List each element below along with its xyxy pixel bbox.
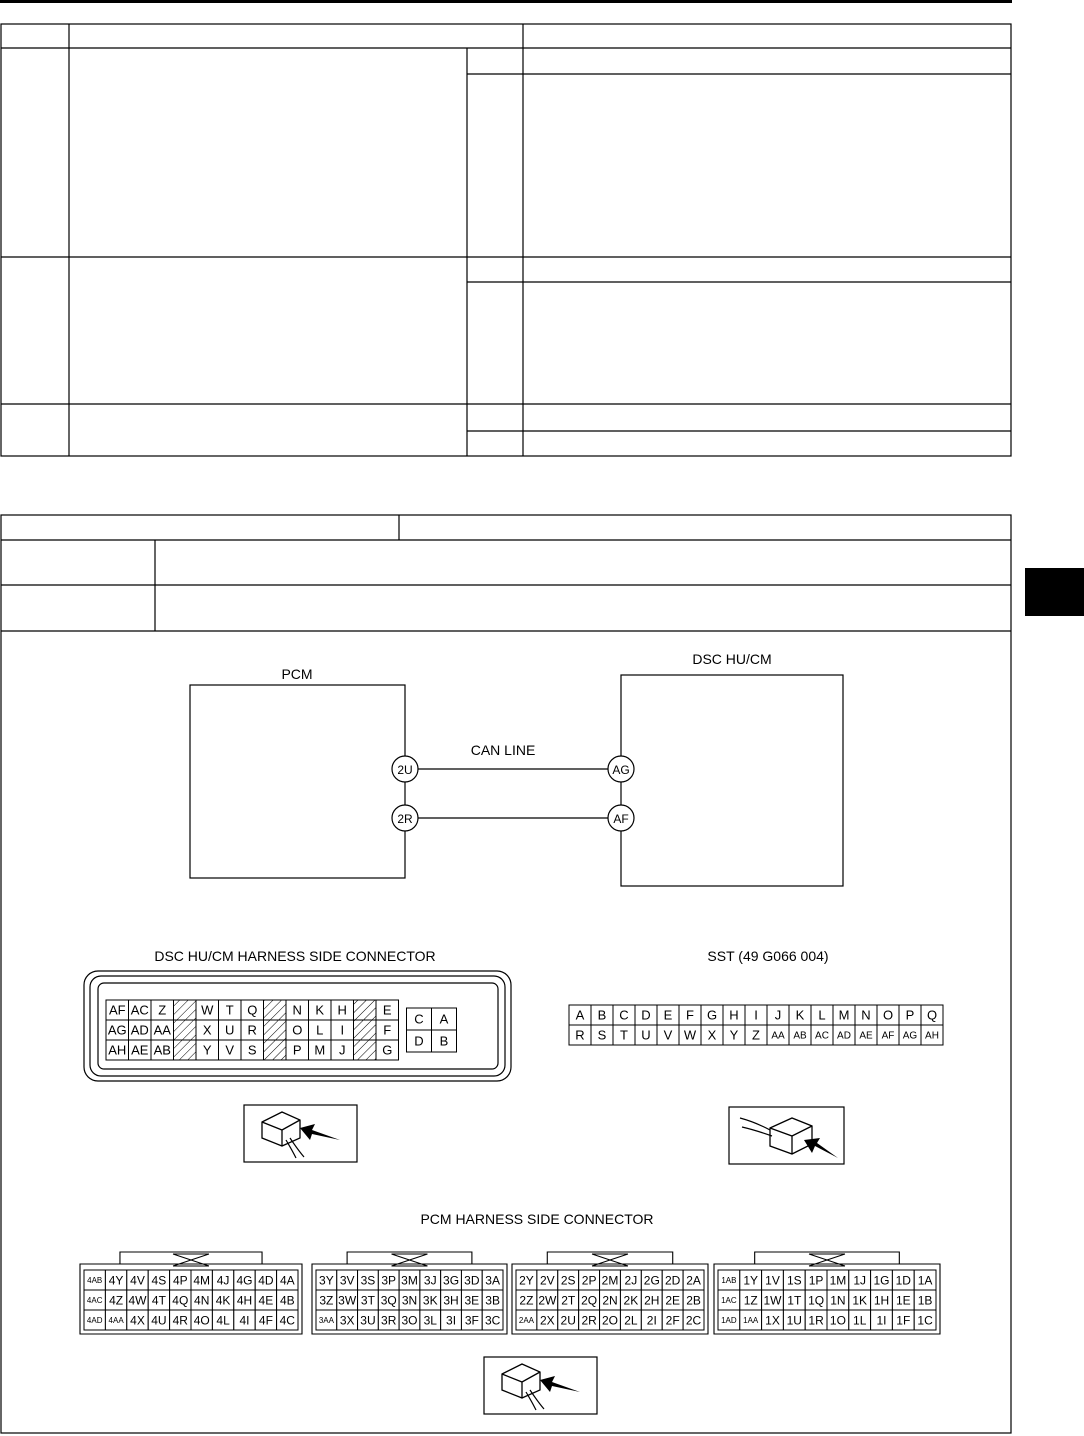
pcm-pin-label: 3R xyxy=(381,1313,397,1328)
dsc-side-pin-label: B xyxy=(439,1033,449,1049)
pcm-pin-label: 1M xyxy=(829,1273,847,1288)
dsc-side-pin-label: A xyxy=(439,1011,449,1027)
pcm-pin-label: 1U xyxy=(786,1313,802,1328)
pcm-pin-label: 1V xyxy=(765,1273,780,1288)
pcm-pin-label: 2Q xyxy=(581,1293,598,1308)
pcm-pin-label: 1I xyxy=(876,1313,887,1328)
sst-pin-label: AA xyxy=(771,1030,785,1042)
pcm-pin-label: 4P xyxy=(172,1273,188,1288)
pcm-pin-label: 3A xyxy=(485,1273,500,1288)
blank-pin-cell xyxy=(174,1000,197,1020)
pcm-pin-label: 3D xyxy=(464,1273,480,1288)
sst-view-icon xyxy=(729,1107,844,1164)
pcm-pin-label: 2D xyxy=(664,1273,681,1288)
pcm-pin-label: 4A xyxy=(279,1273,295,1288)
dsc-pin-label: S xyxy=(247,1042,257,1058)
pcm-pin-label: 3X xyxy=(339,1313,355,1328)
pcm-pin-label: 3C xyxy=(484,1313,501,1328)
pcm-pin-label: 3Z xyxy=(319,1293,334,1308)
pcm-pin-label: 4Y xyxy=(108,1273,124,1288)
pcm-pin-label: 2Y xyxy=(519,1273,534,1288)
dsc-pin-label: W xyxy=(201,1002,214,1018)
harness-view-icon-bottom xyxy=(484,1357,597,1414)
sst-pin-label: AB xyxy=(793,1030,807,1042)
dsc-title: DSC HU/CM xyxy=(692,651,772,667)
dsc-terminal-ag: AG xyxy=(612,763,630,777)
pcm-pin-label: 4G xyxy=(236,1273,253,1288)
pcm-pin-label: 3M xyxy=(401,1273,418,1288)
pcm-pin-label: 4H xyxy=(236,1293,253,1308)
pcm-pin-label: 3N xyxy=(401,1293,418,1308)
sst-pin-label: D xyxy=(641,1007,651,1023)
pcm-pin-label: 2S xyxy=(560,1273,576,1288)
pcm-pin-label: 4V xyxy=(130,1273,145,1288)
pcm-pin-label: 2J xyxy=(624,1273,638,1288)
pcm-pin-label: 3J xyxy=(423,1273,437,1288)
sst-pin-label: AG xyxy=(902,1030,918,1042)
pcm-terminal-2u: 2U xyxy=(397,763,413,777)
pcm-pin-label: 3L xyxy=(423,1313,437,1328)
pcm-pin-label: 2H xyxy=(644,1293,660,1308)
pcm-pin-label: 4D xyxy=(258,1273,274,1288)
can-line-label: CAN LINE xyxy=(470,742,536,758)
pcm-pin-label: 4W xyxy=(128,1293,147,1308)
pcm-pin-label: 4K xyxy=(215,1293,231,1308)
sst-pin-label: N xyxy=(861,1007,871,1023)
sst-pin-label: P xyxy=(905,1007,915,1023)
dsc-pin-label: AC xyxy=(130,1002,149,1018)
dsc-pin-label: AA xyxy=(153,1022,171,1038)
pcm-pin-label: 4F xyxy=(258,1313,273,1328)
pcm-pin-label: 1E xyxy=(895,1293,911,1308)
blank-pin-cell xyxy=(264,1000,287,1020)
pcm-pin-label: 1AA xyxy=(743,1315,759,1325)
wiring-diagram xyxy=(190,651,843,886)
pcm-connector-title: PCM HARNESS SIDE CONNECTOR xyxy=(420,1211,654,1227)
blank-pin-cell xyxy=(174,1020,197,1040)
sst-pin-label: AH xyxy=(925,1030,939,1042)
pcm-terminal-2r: 2R xyxy=(397,812,413,826)
pcm-pin-label: 2I xyxy=(646,1313,657,1328)
pcm-pin-label: 2K xyxy=(623,1293,639,1308)
blank-pin-cell xyxy=(264,1040,287,1060)
dsc-pin-label: F xyxy=(383,1022,392,1038)
pcm-pin-label: 4O xyxy=(193,1313,210,1328)
pcm-pin-label: 3B xyxy=(485,1293,500,1308)
pcm-pin-label: 2T xyxy=(561,1293,576,1308)
blank-pin-cell xyxy=(264,1020,287,1040)
pcm-pin-label: 1P xyxy=(808,1273,824,1288)
pcm-pin-label: 1N xyxy=(830,1293,846,1308)
dsc-pin-label: Q xyxy=(247,1002,258,1018)
pcm-pin-label: 2V xyxy=(539,1273,555,1288)
sst-pin-label: J xyxy=(774,1007,782,1023)
pcm-pin-label: 2U xyxy=(560,1313,576,1328)
pcm-pin-label: 2R xyxy=(581,1313,597,1328)
pcm-pin-label: 2N xyxy=(602,1293,618,1308)
pcm-pin-label: 3H xyxy=(443,1293,459,1308)
sst-pin-label: Y xyxy=(729,1027,739,1043)
pcm-pin-label: 2X xyxy=(539,1313,555,1328)
pcm-pin-label: 1W xyxy=(763,1293,782,1308)
sst-pin-label: O xyxy=(882,1007,894,1023)
pcm-pin-label: 1C xyxy=(917,1313,933,1328)
pcm-pin-label: 4AC xyxy=(86,1295,103,1305)
pcm-pin-label: 1J xyxy=(853,1273,867,1288)
dsc-pin-label: K xyxy=(315,1002,325,1018)
pcm-pin-label: 3F xyxy=(464,1313,479,1328)
pcm-pin-label: 2B xyxy=(686,1293,701,1308)
sst-pin-label: C xyxy=(619,1007,629,1023)
sst-pin-label: G xyxy=(706,1007,718,1023)
pcm-pin-label: 4AB xyxy=(87,1275,103,1285)
dsc-pin-label: I xyxy=(340,1022,345,1038)
dsc-pin-label: AD xyxy=(130,1022,149,1038)
pcm-pin-label: 1AD xyxy=(721,1315,737,1325)
pcm-pin-label: 3E xyxy=(464,1293,480,1308)
sst-pin-label: U xyxy=(641,1027,651,1043)
sst-title: SST (49 G066 004) xyxy=(707,948,829,964)
pcm-pin-label: 2P xyxy=(581,1273,597,1288)
pcm-pin-label: 3V xyxy=(339,1273,355,1288)
pcm-pin-label: 2M xyxy=(601,1273,619,1288)
pcm-pin-label: 4R xyxy=(172,1313,188,1328)
sst-pin-label: Z xyxy=(752,1027,760,1043)
sst-pin-label: F xyxy=(686,1007,694,1023)
pcm-pin-label: 1S xyxy=(786,1273,802,1288)
sst-pin-label: Q xyxy=(926,1007,938,1023)
pcm-pin-label: 3P xyxy=(381,1273,397,1288)
dsc-pin-label: P xyxy=(292,1042,302,1058)
blank-pin-cell xyxy=(354,1040,377,1060)
pcm-pin-label: 1Y xyxy=(743,1273,759,1288)
pcm-pin-label: 4U xyxy=(151,1313,167,1328)
pcm-pin-label: 4L xyxy=(216,1313,230,1328)
pcm-pin-label: 4E xyxy=(258,1293,274,1308)
pcm-pin-label: 1H xyxy=(873,1293,890,1308)
sst-pin-label: H xyxy=(729,1007,739,1023)
pcm-pin-label: 1AB xyxy=(721,1275,737,1285)
dsc-pin-label: L xyxy=(316,1022,324,1038)
pcm-pin-label: 3T xyxy=(360,1293,375,1308)
dsc-pin-label: Y xyxy=(202,1042,212,1058)
pcm-title: PCM xyxy=(281,666,313,682)
dsc-box xyxy=(621,675,843,886)
pcm-pin-label: 1T xyxy=(787,1293,802,1308)
pcm-pin-label: 4T xyxy=(151,1293,166,1308)
dsc-pin-label: J xyxy=(339,1042,346,1058)
pcm-pin-label: 3S xyxy=(360,1273,376,1288)
pcm-pin-label: 3Y xyxy=(319,1273,334,1288)
harness-view-icon-left xyxy=(244,1105,357,1162)
dsc-connector-pins xyxy=(106,1000,457,1060)
pcm-pin-label: 2F xyxy=(665,1313,680,1328)
pcm-pin-label: 4Q xyxy=(172,1293,189,1308)
pcm-pin-label: 4Z xyxy=(109,1293,124,1308)
pcm-pin-label: 4C xyxy=(279,1313,295,1328)
dsc-pin-label: O xyxy=(292,1022,303,1038)
pcm-connector-pins xyxy=(80,1252,940,1334)
dsc-pin-label: N xyxy=(292,1002,302,1018)
pcm-pin-label: 3U xyxy=(360,1313,376,1328)
pcm-pin-label: 4AA xyxy=(108,1315,124,1325)
pcm-pin-label: 2C xyxy=(685,1313,702,1328)
pcm-pin-label: 1AC xyxy=(721,1295,737,1305)
sst-pin-label: AE xyxy=(859,1030,873,1042)
sst-pin-label: X xyxy=(707,1027,717,1043)
pcm-pin-label: 2E xyxy=(665,1293,681,1308)
pcm-pin-label: 1K xyxy=(852,1293,868,1308)
sst-pin-label: M xyxy=(838,1007,850,1023)
sst-pin-label: L xyxy=(818,1007,826,1023)
pcm-pin-label: 3W xyxy=(338,1293,357,1308)
pcm-pin-label: 4I xyxy=(239,1313,250,1328)
dsc-pin-label: M xyxy=(314,1042,326,1058)
pcm-pin-label: 2Z xyxy=(519,1293,534,1308)
sst-pin-label: T xyxy=(620,1027,628,1043)
pcm-box xyxy=(190,685,405,878)
pcm-pin-label: 1Q xyxy=(808,1293,825,1308)
sst-pin-label: E xyxy=(663,1007,673,1023)
pcm-pin-label: 1X xyxy=(765,1313,780,1328)
pcm-pin-label: 1R xyxy=(808,1313,824,1328)
dsc-terminal-af: AF xyxy=(613,812,629,826)
pcm-pin-label: 2O xyxy=(601,1313,619,1328)
sst-pin-label: I xyxy=(754,1007,758,1023)
pcm-pin-label: 1Z xyxy=(743,1293,758,1308)
pcm-pin-label: 1B xyxy=(917,1293,933,1308)
dsc-pin-label: AG xyxy=(107,1022,127,1038)
sst-pin-label: A xyxy=(575,1007,585,1023)
sst-pin-label: AD xyxy=(837,1030,851,1042)
pcm-pin-label: 1G xyxy=(873,1273,890,1288)
sst-pin-label: AC xyxy=(815,1030,829,1042)
dsc-pin-label: V xyxy=(225,1042,235,1058)
blank-pin-cell xyxy=(354,1020,377,1040)
pcm-pin-label: 1L xyxy=(853,1313,867,1328)
dsc-side-pin-label: C xyxy=(414,1011,424,1027)
pcm-pin-label: 2A xyxy=(686,1273,701,1288)
blank-pin-cell xyxy=(354,1000,377,1020)
blank-pin-cell xyxy=(174,1040,197,1060)
pcm-pin-label: 4N xyxy=(194,1293,210,1308)
pcm-pin-label: 2AA xyxy=(518,1315,535,1325)
pcm-pin-label: 1D xyxy=(895,1273,911,1288)
pcm-pin-label: 3K xyxy=(422,1293,438,1308)
pcm-pin-label: 3G xyxy=(443,1273,460,1288)
dsc-pin-label: AE xyxy=(131,1042,149,1058)
pcm-pin-label: 1F xyxy=(896,1313,911,1328)
dsc-pin-label: E xyxy=(382,1002,392,1018)
pcm-pin-label: 2L xyxy=(624,1313,638,1328)
pcm-pin-label: 3Q xyxy=(380,1293,397,1308)
sst-pin-label: S xyxy=(597,1027,607,1043)
dsc-pin-label: AB xyxy=(153,1042,171,1058)
sst-pin-label: W xyxy=(683,1027,697,1043)
sst-pins xyxy=(569,1005,943,1045)
dsc-connector-title: DSC HU/CM HARNESS SIDE CONNECTOR xyxy=(154,948,436,964)
pcm-pin-label: 4B xyxy=(279,1293,295,1308)
sst-pin-label: AF xyxy=(881,1030,895,1042)
pcm-pin-label: 2W xyxy=(538,1293,557,1308)
pcm-pin-label: 4S xyxy=(151,1273,167,1288)
pcm-pin-label: 4J xyxy=(216,1273,230,1288)
pcm-pin-label: 4AD xyxy=(86,1315,103,1325)
sst-pin-label: V xyxy=(663,1027,673,1043)
pcm-pin-label: 1A xyxy=(917,1273,933,1288)
sst-pin-label: B xyxy=(597,1007,607,1023)
sst-pin-label: K xyxy=(795,1007,805,1023)
troubleshooting-table xyxy=(1,24,1011,456)
pcm-pin-label: 2G xyxy=(643,1273,660,1288)
dsc-pin-label: X xyxy=(202,1022,212,1038)
dsc-pin-label: U xyxy=(225,1022,235,1038)
sst-pin-label: R xyxy=(575,1027,585,1043)
dsc-side-pin-label: D xyxy=(414,1033,424,1049)
dsc-pin-label: G xyxy=(382,1042,393,1058)
pcm-pin-label: 4M xyxy=(193,1273,211,1288)
dsc-pin-label: AF xyxy=(108,1002,126,1018)
dsc-pin-label: T xyxy=(225,1002,234,1018)
pcm-pin-label: 3AA xyxy=(318,1315,334,1325)
dsc-pin-label: R xyxy=(247,1022,257,1038)
dsc-pin-label: H xyxy=(337,1002,347,1018)
dsc-pin-label: Z xyxy=(158,1002,167,1018)
pcm-pin-label: 3I xyxy=(446,1313,457,1328)
dsc-pin-label: AH xyxy=(108,1042,127,1058)
pcm-pin-label: 1O xyxy=(829,1313,846,1328)
pcm-pin-label: 3O xyxy=(401,1313,418,1328)
pcm-pin-label: 4X xyxy=(130,1313,145,1328)
